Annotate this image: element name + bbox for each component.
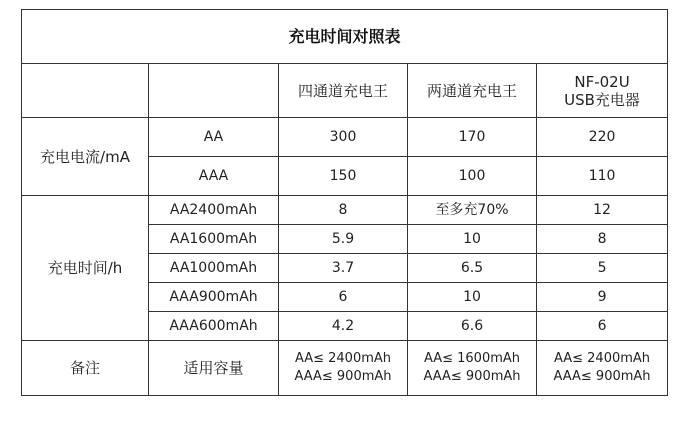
value-cell: 220 (537, 118, 668, 157)
notes-label: 备注 (22, 341, 149, 396)
capacity-note-aaa: AAA≤ 900mAh (553, 369, 651, 384)
value-cell: 8 (537, 225, 668, 254)
value-cell: 6.6 (408, 312, 537, 341)
header-empty-2 (149, 64, 279, 118)
value-cell: 150 (279, 157, 408, 196)
battery-type-cell: AA1000mAh (149, 254, 279, 283)
battery-type-cell: AA (149, 118, 279, 157)
value-cell: 300 (279, 118, 408, 157)
time-group-label: 充电时间/h (22, 196, 149, 341)
battery-type-cell: AAA (149, 157, 279, 196)
table-row (22, 118, 668, 157)
value-cell: 170 (408, 118, 537, 157)
table-row (22, 196, 668, 225)
value-cell: 3.7 (279, 254, 408, 283)
notes-sub-label: 适用容量 (149, 341, 279, 396)
value-cell: 至多充70% (408, 196, 537, 225)
header-usb-name: USB充电器 (564, 90, 640, 109)
current-group-label: 充电电流/mA (22, 118, 149, 196)
battery-type-cell: AA2400mAh (149, 196, 279, 225)
capacity-note-cell (279, 341, 408, 396)
header-usb-charger (537, 64, 668, 118)
battery-type-cell: AAA900mAh (149, 283, 279, 312)
notes-row (22, 341, 668, 396)
header-row (22, 64, 668, 118)
value-cell: 5.9 (279, 225, 408, 254)
value-cell: 9 (537, 283, 668, 312)
charging-time-table (21, 9, 668, 396)
value-cell: 10 (408, 225, 537, 254)
battery-type-cell: AA1600mAh (149, 225, 279, 254)
header-usb-model: NF-02U (574, 72, 630, 91)
value-cell: 4.2 (279, 312, 408, 341)
battery-type-cell: AAA600mAh (149, 312, 279, 341)
capacity-note-cell (408, 341, 537, 396)
value-cell: 12 (537, 196, 668, 225)
capacity-note-aa: AA≤ 2400mAh (553, 351, 651, 366)
capacity-note-aaa: AAA≤ 900mAh (294, 369, 392, 384)
value-cell: 6.5 (408, 254, 537, 283)
value-cell: 5 (537, 254, 668, 283)
value-cell: 6 (537, 312, 668, 341)
capacity-note-aa: AA≤ 2400mAh (294, 351, 392, 366)
header-empty-1 (22, 64, 149, 118)
capacity-note-aa: AA≤ 1600mAh (423, 351, 521, 366)
value-cell: 6 (279, 283, 408, 312)
header-two-channel: 两通道充电王 (408, 64, 537, 118)
value-cell: 10 (408, 283, 537, 312)
capacity-note-aaa: AAA≤ 900mAh (423, 369, 521, 384)
value-cell: 100 (408, 157, 537, 196)
charging-time-table-container (21, 9, 667, 396)
value-cell: 110 (537, 157, 668, 196)
capacity-note-cell (537, 341, 668, 396)
header-four-channel: 四通道充电王 (279, 64, 408, 118)
table-title: 充电时间对照表 (22, 10, 668, 64)
value-cell: 8 (279, 196, 408, 225)
